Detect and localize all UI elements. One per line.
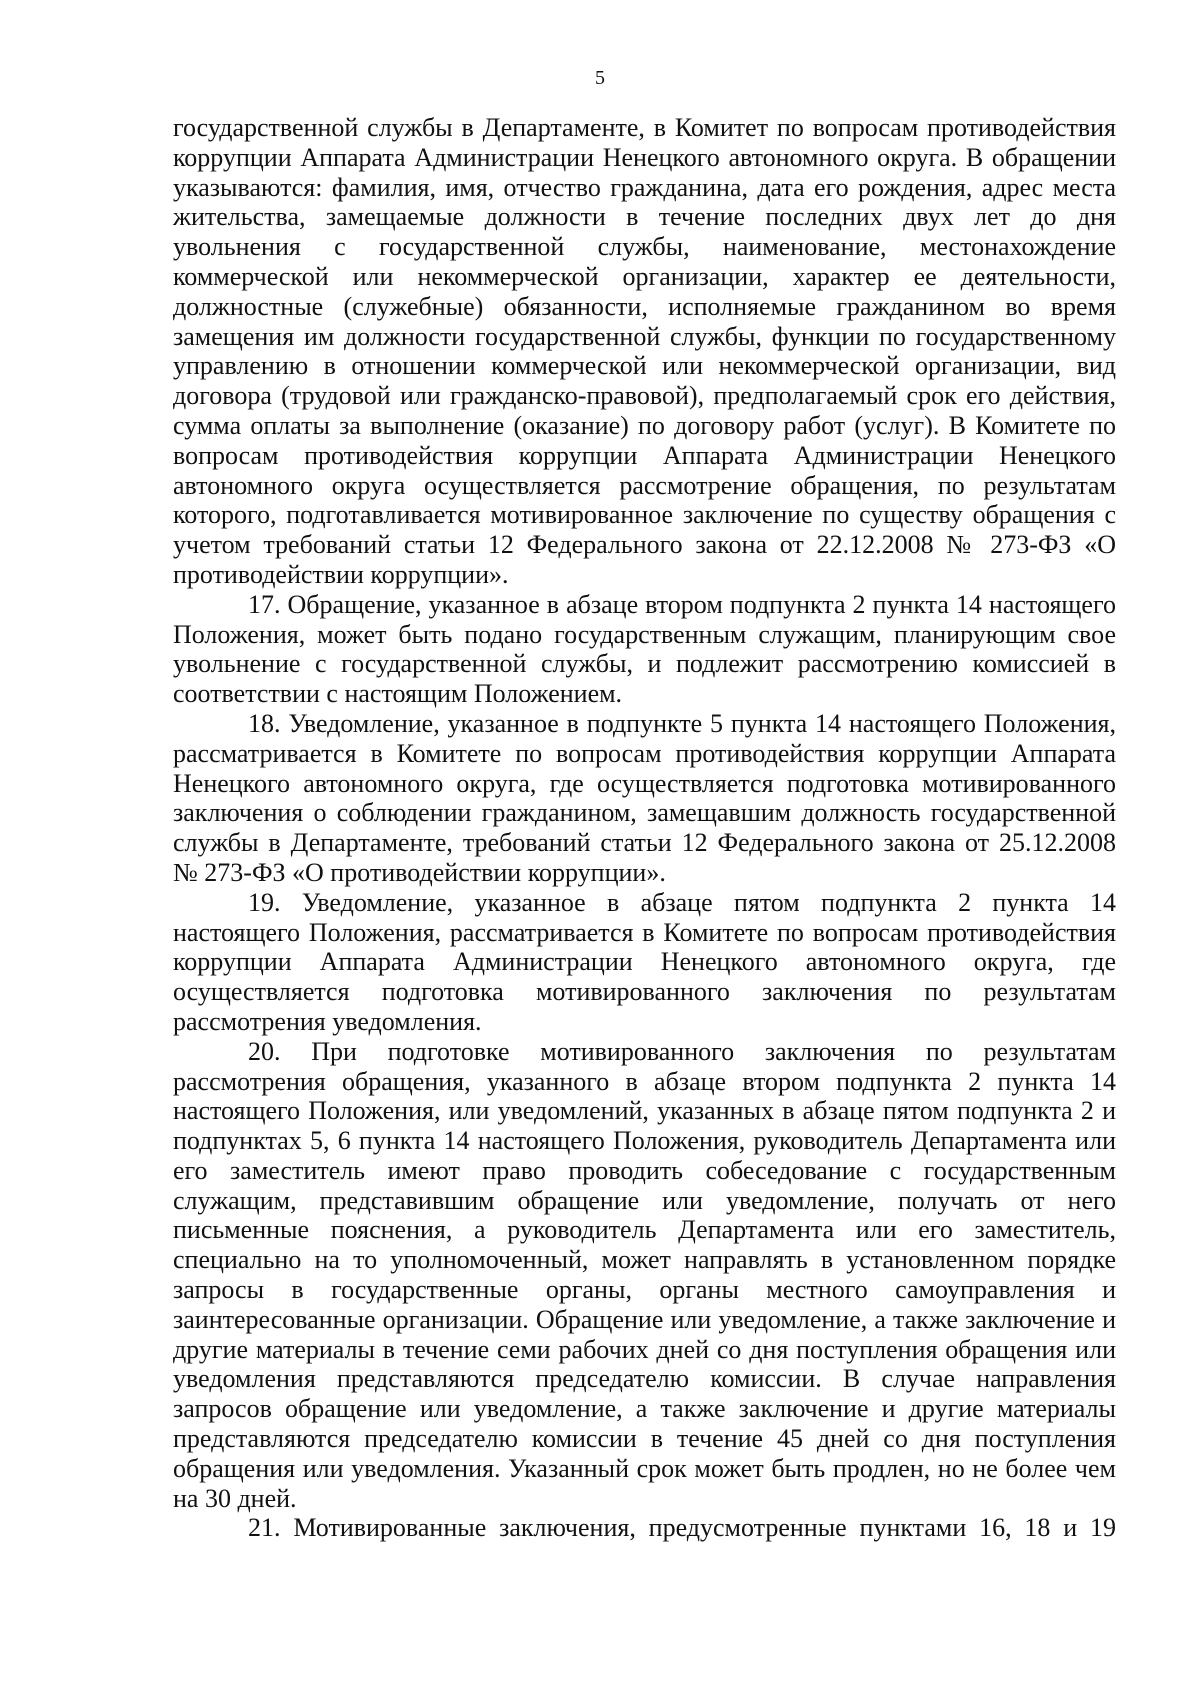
paragraph-17: 17. Обращение, указанное в абзаце втором подпункта 2 пункта 14 настоящего Положения, может быть подано государственным служащим, планирующим свое увольнение с государственной службы, и подлежит рассмотрению комиссией в соответствии с настоящим Положением. xyxy=(173,589,1116,709)
paragraph-20: 20. При подготовке мотивированного заключения по результатам рассмотрения обращения, указанного в абзаце втором подпункта 2 пункта 14 настоящего Положения, или уведомлений, указанных в абзаце пятом подпункта 2 и подпунктах 5, 6 пункта 14 настоящего Положения, руководитель Департамента или его заместитель имеют право проводить собеседование с государственным служащим, представившим обращение или уведомление, получать от него письменные пояснения, а руководитель Департамента или его заместитель, специально на то уполномоченный, может направлять в установленном порядке запросы в государственные органы, органы местного самоуправления и заинтересованные организации. Обращение или уведомление, а также заключение и другие материалы в течение семи рабочих дней со дня поступления обращения или уведомления представляются председателю комиссии. В случае направления запросов обращение или уведомление, а также заключение и другие материалы представляются председателю комиссии в течение 45 дней со дня поступления обращения или уведомления. Указанный срок может быть продлен, но не более чем на 30 дней. xyxy=(173,1036,1116,1513)
document-body xyxy=(173,113,1116,1543)
page-number: 5 xyxy=(595,67,605,89)
paragraph-18: 18. Уведомление, указанное в подпункте 5 пункта 14 настоящего Положения, рассматривается в Комитете по вопросам противодействия коррупции Аппарата Ненецкого автономного округа, где осуществляется подготовка мотивированного заключения о соблюдении гражданином, замещавшим должность государственной службы в Департаменте, требований статьи 12 Федерального закона от 25.12.2008 № 273-ФЗ «О противодействии коррупции». xyxy=(173,708,1116,887)
paragraph-16-continuation: государственной службы в Департаменте, в Комитет по вопросам противодействия коррупции Аппарата Администрации Ненецкого автономного округа. В обращении указываются: фамилия, имя, отчество гражданина, дата его рождения, адрес места жительства, замещаемые должности в течение последних двух лет до дня увольнения с государственной службы, наименование, местонахождение коммерческой или некоммерческой организации, характер ее деятельности, должностные (служебные) обязанности, исполняемые гражданином во время замещения им должности государственной службы, функции по государственному управлению в отношении коммерческой или некоммерческой организации, вид договора (трудовой или гражданско-правовой), предполагаемый срок его действия, сумма оплаты за выполнение (оказание) по договору работ (услуг). В Комитете по вопросам противодействия коррупции Аппарата Администрации Ненецкого автономного округа осуществляется рассмотрение обращения, по результатам которого, подготавливается мотивированное заключение по существу обращения с учетом требований статьи 12 Федерального закона от 22.12.2008 № 273-ФЗ «О противодействии коррупции». xyxy=(173,113,1116,589)
paragraph-21: 21. Мотивированные заключения, предусмотренные пунктами 16, 18 и 19 xyxy=(248,1513,1116,1543)
paragraph-19: 19. Уведомление, указанное в абзаце пятом подпункта 2 пункта 14 настоящего Положения, рассматривается в Комитете по вопросам противодействия коррупции Аппарата Администрации Ненецкого автономного округа, где осуществляется подготовка мотивированного заключения по результатам рассмотрения уведомления. xyxy=(173,887,1116,1036)
